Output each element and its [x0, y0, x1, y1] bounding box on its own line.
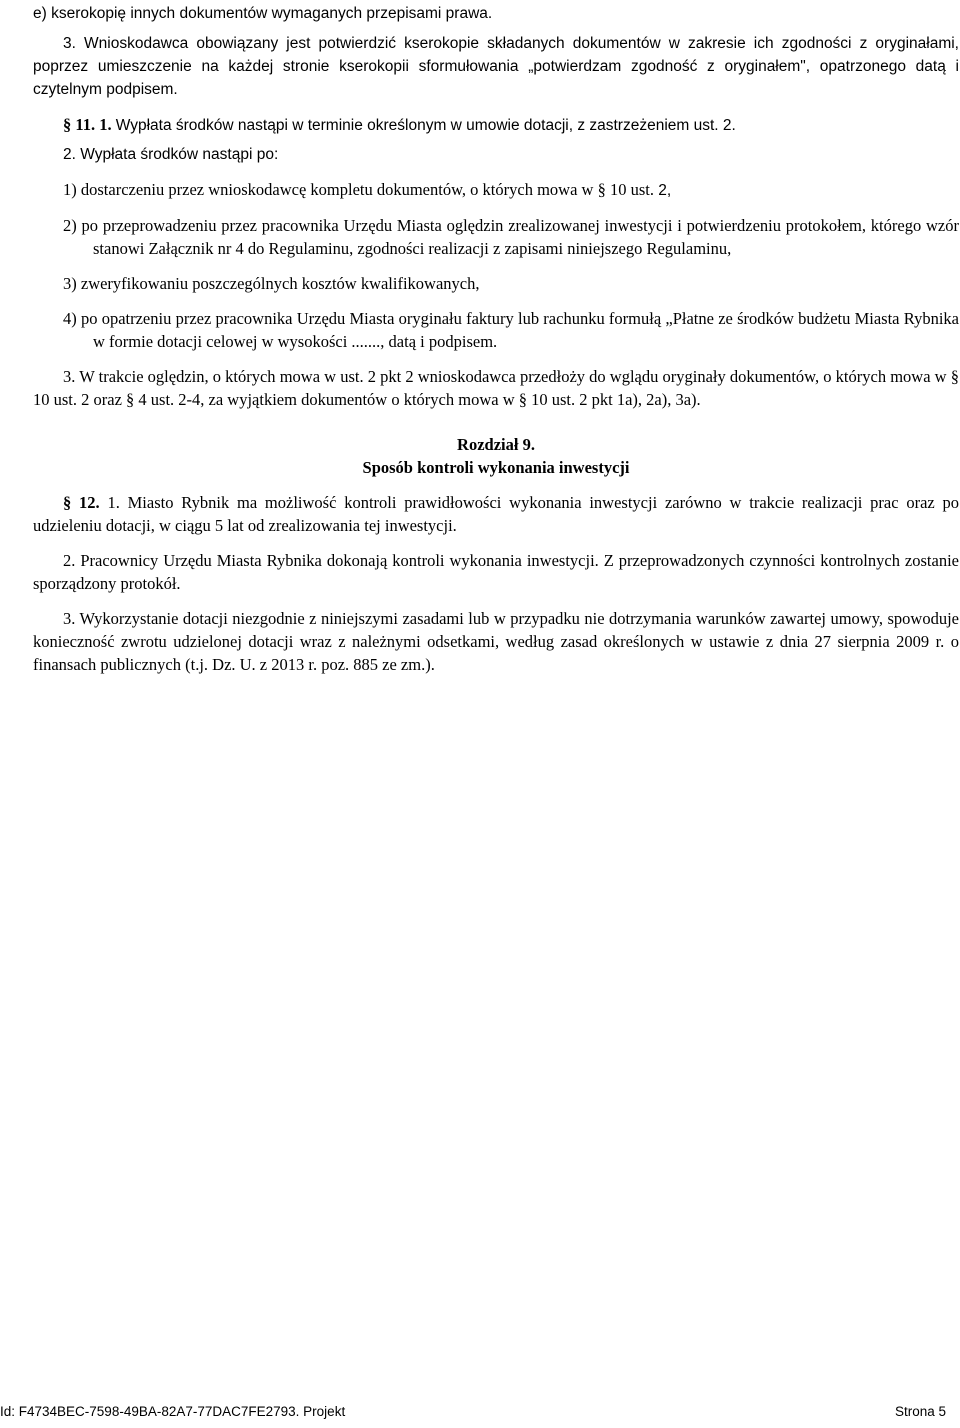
list-item-e: e) kserokopię innych dokumentów wymaganych przepisami prawa.	[33, 5, 493, 22]
section-11-paragraph-3: 3. W trakcie oględzin, o których mowa w ust. 2 pkt 2 wnioskodawca przedłoży do wglądu oryginały dokumentów, o których mowa w § 10 ust. 2 oraz § 4 ust. 2-4, za wyjątkiem dokumentów o których mowa w § 10 ust. 2 pkt 1a), 2a), 3a).	[33, 367, 959, 409]
paragraph-3: 3. Wnioskodawca obowiązany jest potwierdzić kserokopie składanych dokumentów w zakresie ich zgodności z oryginałami, poprzez umieszczenie na każdej stronie kserokopii sformułowania „potwierdzam zgodność z oryginałem", opatrzonego datą i czytelnym podpisem.	[33, 35, 959, 98]
section-11-item-1	[33, 178, 959, 202]
section-11-item-4: 4) po opatrzeniu przez pracownika Urzędu Miasta oryginału faktury lub rachunku formułą „Płatne ze środków budżetu Miasta Rybnika w formie dotacji celowej w wysokości ......., datą i podpisem.	[63, 309, 959, 351]
section-12-paragraph-1	[33, 491, 959, 537]
section-11-paragraph-1	[33, 113, 959, 137]
section-11-paragraph-2: 2. Wypłata środków nastąpi po:	[63, 146, 279, 163]
chapter-subtitle: Sposób kontroli wykonania inwestycji	[362, 458, 630, 477]
section-11-item-2: 2) po przeprowadzeniu przez pracownika Urzędu Miasta oględzin zrealizowanej inwestycji i potwierdzeniu protokołem, którego wzór stanowi Załącznik nr 4 do Regulaminu, zgodności realizacji z zapisami niniejszego Regulaminu,	[63, 216, 959, 258]
section-11-item-3: 3) zweryfikowaniu poszczególnych kosztów kwalifikowanych,	[63, 274, 480, 293]
section-12-item-number: 1.	[107, 493, 120, 512]
document-page	[33, 2, 959, 676]
section-11-item-number: 1.	[99, 115, 112, 134]
section-11-paragraph-1-text: Wypłata środków nastąpi w terminie określonym w umowie dotacji, z zastrzeżeniem ust. 2.	[115, 117, 736, 134]
document-id: Id: F4734BEC-7598-49BA-82A7-77DAC7FE2793. Projekt	[0, 1404, 346, 1419]
section-12-paragraph-2: 2. Pracownicy Urzędu Miasta Rybnika dokonają kontroli wykonania inwestycji. Z przeprowadzonych czynności kontrolnych zostanie sporządzony protokół.	[33, 551, 959, 593]
page-number: Strona 5	[894, 1404, 946, 1419]
section-11-item-1-tail: 2,	[653, 182, 672, 199]
section-12-paragraph-3: 3. Wykorzystanie dotacji niezgodnie z niniejszymi zasadami lub w przypadku nie dotrzymania warunków zawartej umowy, spowoduje konieczność zwrotu udzielonej dotacji wraz z należnymi odsetkami, według zasad określonych w ustawie z dnia 27 sierpnia 2009 r. o finansach publicznych (t.j. Dz. U. z 2013 r. poz. 885 ze zm.).	[33, 609, 959, 674]
section-12-label: § 12.	[63, 493, 100, 512]
section-11-label: § 11.	[63, 115, 96, 134]
chapter-title: Rozdział 9.	[457, 435, 535, 454]
section-12-paragraph-1-text: Miasto Rybnik ma możliwość kontroli prawidłowości wykonania inwestycji zarówno w trakcie realizacji prac oraz po udzieleniu dotacji, w ciągu 5 lat od zrealizowania tej inwestycji.	[33, 493, 960, 535]
section-11-item-1-text: 1) dostarczeniu przez wnioskodawcę kompletu dokumentów, o których mowa w § 10 ust.	[63, 180, 654, 199]
